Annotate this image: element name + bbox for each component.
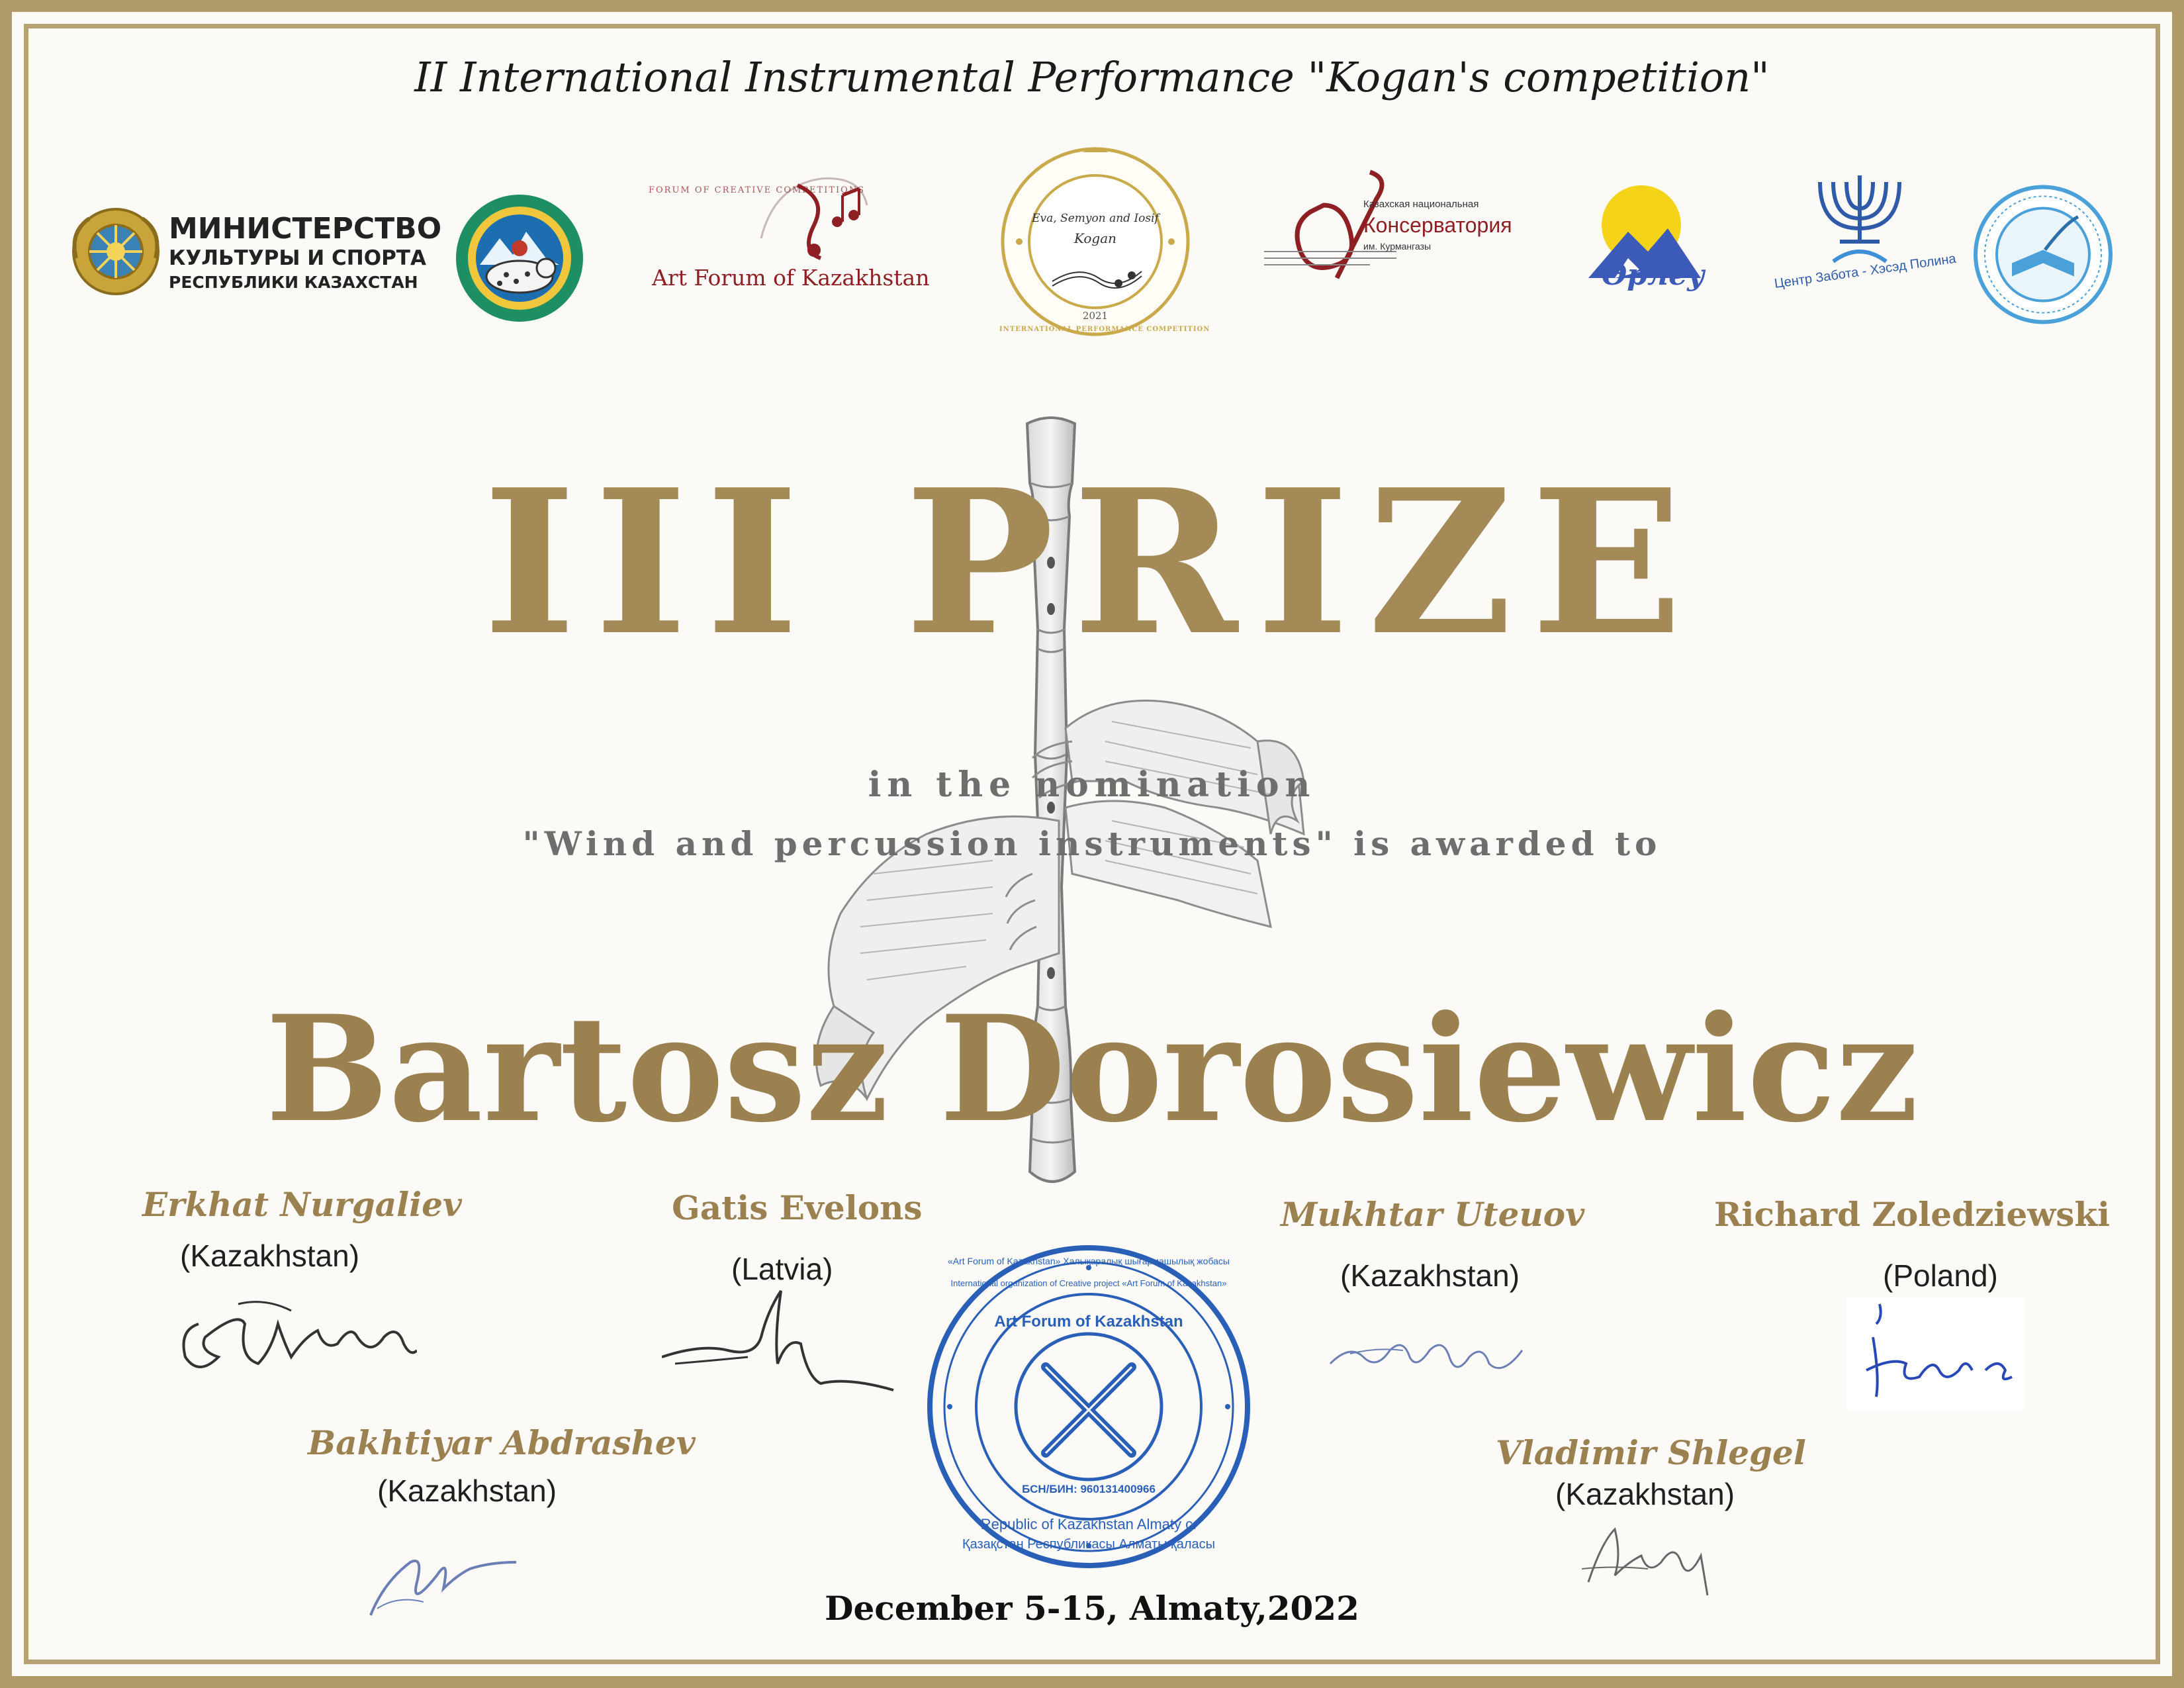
art-forum-arc-text: FORUM OF CREATIVE COMPETITIONS — [649, 185, 866, 195]
stamp-outer-text: «Art Forum of Kazakhstan» Халықаралық шығармашылық жобасы — [947, 1256, 1230, 1266]
conservatory-line1: Казахская национальная — [1363, 199, 1479, 210]
jury-country-4: (Poland) — [1883, 1258, 1998, 1293]
jury-country-3: (Kazakhstan) — [1340, 1258, 1520, 1293]
stamp-bin: БСН/БИН: 960131400966 — [1022, 1483, 1156, 1495]
jury-name-3: Mukhtar Uteuov — [1281, 1195, 1585, 1234]
kogan-year: 2021 — [1082, 310, 1109, 322]
jury-country-2: (Latvia) — [731, 1252, 833, 1286]
kogan-ring-text: INTERNATIONAL PERFORMANCE COMPETITION — [999, 326, 1210, 333]
prize-title: III PRIZE — [482, 445, 1702, 679]
stamp-bottom2: Қазақстан Республикасы Алматы қаласы — [962, 1537, 1216, 1552]
organization-stamp — [923, 1241, 1254, 1572]
conservatory-name: Консерватория — [1363, 213, 1512, 237]
ministry-logo — [66, 159, 442, 318]
jury-country-1: (Kazakhstan) — [180, 1239, 360, 1273]
art-forum-name: Art Forum of Kazakhstan — [652, 265, 930, 291]
footer-date-place: December 5-15, Almaty,2022 — [825, 1589, 1359, 1628]
ministry-line3: РЕСПУБЛИКИ КАЗАХСТАН — [169, 273, 418, 292]
orleu-name: Өрлеу — [1602, 258, 1705, 292]
kogan-line1: Eva, Semyon and Iosif — [1032, 212, 1159, 225]
art-forum-logo — [649, 159, 979, 318]
jury-name-6: Vladimir Shlegel — [1496, 1433, 1806, 1472]
nomination-line1: in the nomination — [868, 765, 1316, 805]
quill-book-seal-icon — [1972, 175, 2115, 334]
stamp-inner-text: Art Forum of Kazakhstan — [994, 1313, 1183, 1331]
conservatory-logo — [1264, 159, 1542, 318]
almaty-snow-leopard-emblem-icon — [453, 179, 586, 338]
orleu-logo — [1575, 159, 1707, 318]
music-notes-icon — [735, 159, 880, 265]
stamp-bottom1: Republic of Kazakhstan Almaty c. — [980, 1516, 1197, 1532]
event-title: II International Instrumental Performance "Kogan's competition" — [414, 53, 1770, 101]
jury-name-5: Bakhtiyar Abdrashev — [308, 1423, 696, 1462]
center-name: Центр Забота - Хэсэд Полина — [1773, 251, 1957, 291]
conservatory-line3: им. Курмангазы — [1363, 241, 1432, 252]
center-logo — [1773, 159, 1957, 318]
signature-6-icon — [1575, 1503, 1721, 1602]
ministry-line1: МИНИСТЕРСТВО — [169, 212, 442, 246]
signature-4-icon — [1853, 1297, 2025, 1410]
jury-country-5: (Kazakhstan) — [377, 1474, 557, 1508]
kogan-competition-logo — [999, 146, 1210, 338]
winner-name: Bartosz Dorosiewicz — [265, 983, 1919, 1154]
signature-1-icon — [159, 1284, 417, 1390]
sponsor-logos — [66, 159, 2118, 331]
signature-3-icon — [1324, 1317, 1529, 1390]
jury-name-2: Gatis Evelons — [672, 1188, 923, 1227]
jury-name-4: Richard Zoledziewski — [1714, 1195, 2111, 1234]
jury-country-6: (Kazakhstan) — [1555, 1477, 1735, 1511]
ministry-line2: КУЛЬТУРЫ И СПОРТА — [169, 246, 426, 270]
kogan-line2: Kogan — [1073, 230, 1117, 246]
jury-name-1: Erkhat Nurgaliev — [142, 1185, 462, 1224]
ministry-emblem-icon — [69, 205, 162, 298]
stamp-ring2-text: International organization of Creative project «Art Forum of Kazakhstan» — [950, 1278, 1227, 1288]
signature-2-icon — [662, 1284, 900, 1403]
nomination-line2: "Wind and percussion instruments" is awarded to — [522, 824, 1662, 863]
